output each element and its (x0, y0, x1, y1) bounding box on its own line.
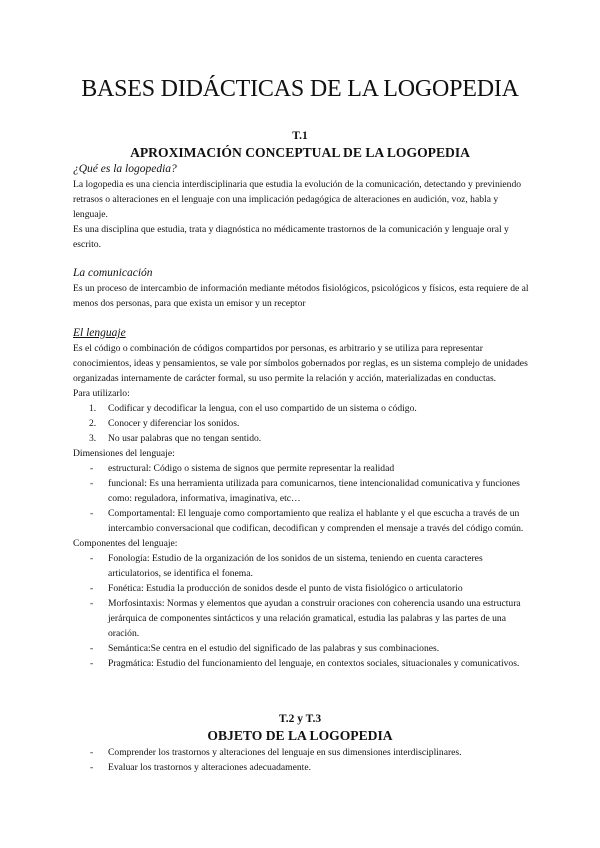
list-item: - Semántica:Se centra en el estudio del significado de las palabras y sus combinaciones. (90, 643, 440, 654)
section-number: T.1 (292, 130, 308, 142)
dash-list (73, 551, 533, 671)
subheading-language: El lenguaje (73, 327, 126, 339)
section-body (73, 326, 533, 671)
list-item: - Fonología: Estudio de la organización de los sonidos de un sistema, teniendo en cuenta caracteres articulatorios, se identifica el fonema. (90, 553, 483, 579)
list-item: - Pragmática: Estudio del funcionamiento del lenguaje, en contextos sociales, situacionales y comunicativos. (90, 658, 520, 669)
list-label: Dimensiones del lenguaje: (73, 448, 175, 459)
section-body (73, 162, 533, 252)
section-body (73, 266, 533, 311)
list-item: - Morfosintaxis: Normas y elementos que ayudan a construir oraciones con coherencia usando una estructura jerárquica de componentes sintácticos y una relación gramatical, estudia las palabras y las partes de una oración. (90, 598, 521, 639)
list-item: - Evaluar los trastornos y alteraciones adecuadamente. (90, 762, 311, 773)
list-label: Componentes del lenguaje: (73, 538, 178, 549)
list-item: 1. Codificar y decodificar la lengua, con el uso compartido de un sistema o código. (89, 403, 417, 414)
paragraph: La logopedia es una ciencia interdisciplinaria que estudia la evolución de la comunicación, detectando y previniendo retrasos o alteraciones en el lenguaje con una implicación pedagógica de alteraciones en audición, voz, habla y lenguaje. (73, 179, 522, 220)
subheading-communication: La comunicación (73, 267, 153, 279)
list-item: - estructural: Código o sistema de signos que permite representar la realidad (90, 463, 395, 474)
list-item: 2. Conocer y diferenciar los sonidos. (89, 418, 240, 429)
list-item: - Comportamental: El lenguaje como comportamiento que realiza el hablante y el que escucha a través de un intercambio conversacional que codifican, decodifican y comprenden el mensaje a través del código común. (90, 508, 524, 534)
paragraph: Es el código o combinación de códigos compartidos por personas, es arbitrario y se utiliza para representar conocimientos, ideas y pensamientos, se vale por símbolos gobernados por reglas, es un sistema complejo de unidades organizadas internamente de carácter formal, su uso permite la relación y acción, materializadas en conductas. (73, 343, 528, 384)
subheading-what-is: ¿Qué es la logopedia? (73, 163, 177, 175)
section-number: T.2 y T.3 (278, 713, 322, 725)
document-title: BASES DIDÁCTICAS DE LA LOGOPEDIA (81, 76, 519, 102)
list-label: Para utilizarlo: (73, 388, 130, 399)
section-title: APROXIMACIÓN CONCEPTUAL DE LA LOGOPEDIA (130, 145, 470, 160)
paragraph: Es una disciplina que estudia, trata y diagnóstica no médicamente trastornos de la comunicación y lenguaje oral y escrito. (73, 224, 509, 250)
section-title: OBJETO DE LA LOGOPEDIA (207, 728, 393, 743)
list-item: - funcional: Es una herramienta utilizada para comunicarnos, tiene intencionalidad comunicativa y funciones como: reguladora, informativa, imaginativa, etc… (90, 478, 520, 504)
list-item: - Comprender los trastornos y alteraciones del lenguaje en sus dimensiones interdisciplinares. (90, 747, 462, 758)
paragraph: Es un proceso de intercambio de información mediante métodos fisiológicos, psicológicos y físicos, esta requiere de al menos dos personas, para que exista un emisor y un receptor (73, 283, 529, 309)
list-item: 3. No usar palabras que no tengan sentido. (89, 433, 262, 444)
dash-list (73, 461, 533, 536)
ordered-list (73, 401, 533, 446)
section-body (73, 745, 533, 775)
list-item: - Fonética: Estudia la producción de sonidos desde el punto de vista fisiológico o articulatorio (90, 583, 463, 594)
